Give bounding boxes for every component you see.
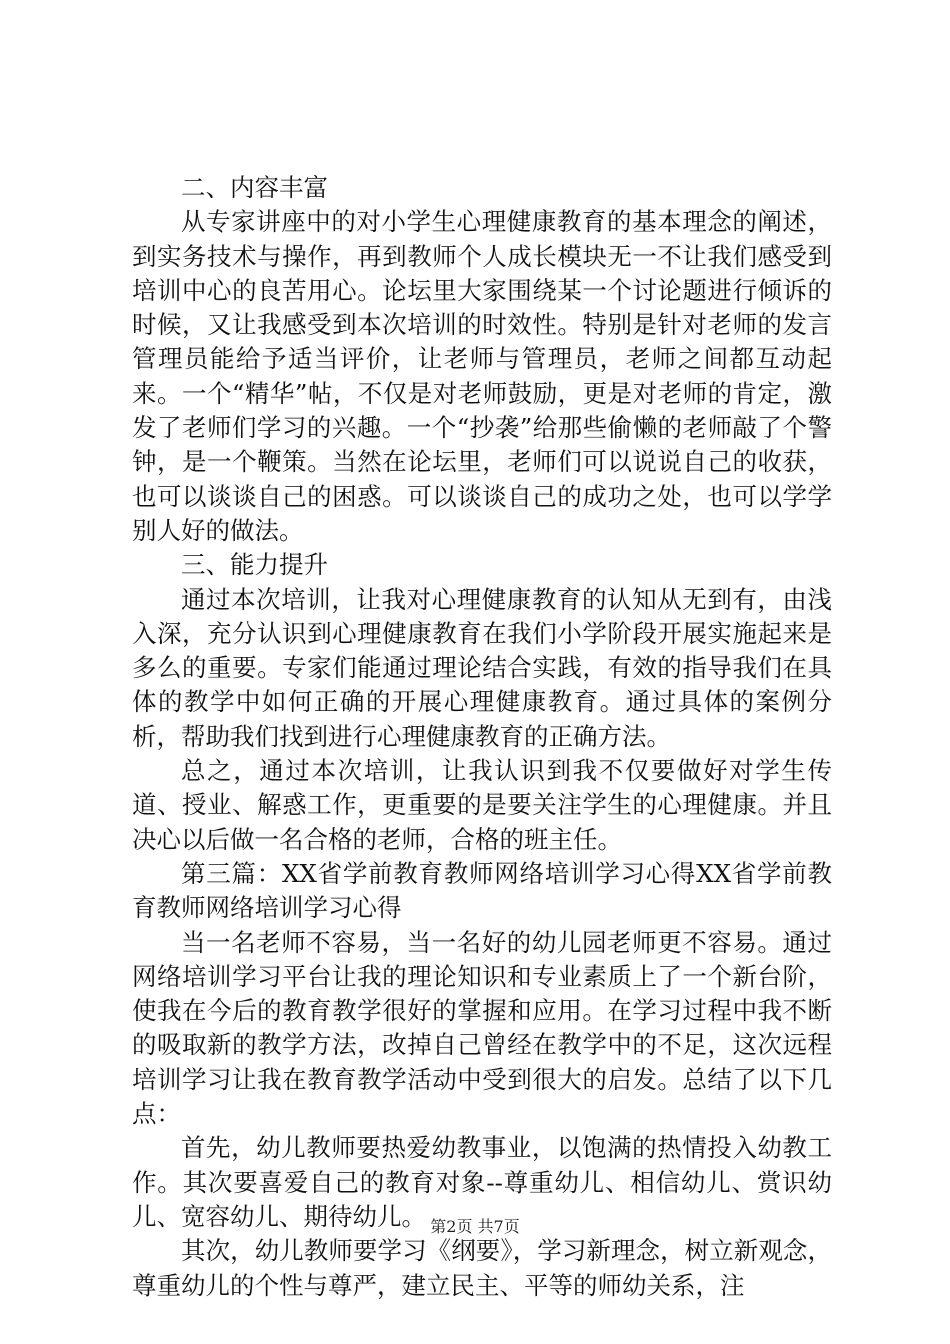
paragraph: 通过本次培训，让我对心理健康教育的认知从无到有，由浅入深，充分认识到心理健康教育在我们小学阶段开展实施起来是多么的重要。专家们能通过理论结合实践，有效的指导我们在具体的教学中如何正确的开展心理健康教育。通过具体的案例分析，帮助我们找到进行心理健康教育的正确方法。 <box>132 584 832 751</box>
paragraph: 其次，幼儿教师要学习《纲要》，学习新理念，树立新观念，尊重幼儿的个性与尊严，建立民主、平等的师幼关系，注 <box>132 1236 832 1300</box>
paragraph: 当一名老师不容易，当一名好的幼儿园老师更不容易。通过网络培训学习平台让我的理论知识和专业素质上了一个新台阶，使我在今后的教育教学很好的掌握和应用。在学习过程中我不断的吸取新的教学方法，改掉自己曾经在教学中的不足，这次远程培训学习让我在教育教学活动中受到很大的启发。总结了以下几点： <box>132 927 832 1129</box>
paragraph: 从专家讲座中的对小学生心理健康教育的基本理念的阐述，到实务技术与操作，再到教师个人成长模块无一不让我们感受到培训中心的良苦用心。论坛里大家围绕某一个讨论题进行倾诉的时候，又让我感受到本次培训的时效性。特别是针对老师的发言管理员能给予适当评价，让老师与管理员，老师之间都互动起来。一个“精华”帖，不仅是对老师鼓励，更是对老师的肯定，激发了老师们学习的兴趣。一个“抄袭”给那些偷懒的老师敲了个警钟，是一个鞭策。当然在论坛里，老师们可以说说自己的收获，也可以谈谈自己的困惑。可以谈谈自己的成功之处，也可以学学别人好的做法。 <box>132 207 832 545</box>
heading-content-rich: 二、内容丰富 <box>181 173 328 202</box>
heading-ability-improvement: 三、能力提升 <box>181 550 328 580</box>
document-body <box>132 171 832 1303</box>
page-footer: 第2页 共7页 <box>430 1217 520 1236</box>
paragraph: 首先，幼儿教师要热爱幼教事业，以饱满的热情投入幼教工作。其次要喜爱自己的教育对象--尊重幼儿、相信幼儿、赏识幼儿、宽容幼儿、期待幼儿。 <box>132 1133 832 1231</box>
paragraph: 总之，通过本次培训，让我认识到我不仅要做好对学生传道、授业、解惑工作，更重要的是要关注学生的心理健康。并且决心以后做一名合格的老师，合格的班主任。 <box>132 756 832 854</box>
section-title-part-three: 第三篇：XX省学前教育教师网络培训学习心得XX省学前教育教师网络培训学习心得 <box>132 858 832 923</box>
